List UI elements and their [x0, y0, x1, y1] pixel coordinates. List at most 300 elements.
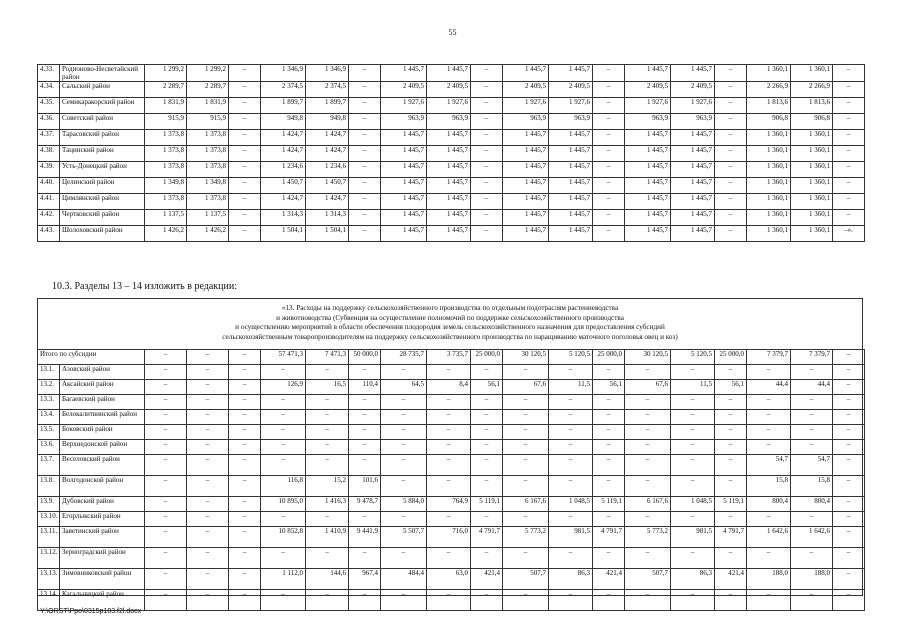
value-cell: –: [747, 365, 791, 380]
value-cell: 421,4: [593, 569, 625, 590]
value-cell: 25 000,0: [715, 350, 747, 365]
value-cell: 1 445,7: [625, 194, 671, 210]
value-cell: –: [261, 365, 306, 380]
value-cell: –: [715, 548, 747, 569]
value-cell: 949,8: [261, 114, 306, 130]
value-cell: –: [471, 365, 503, 380]
value-cell: 1 445,7: [625, 226, 671, 242]
value-cell: 915,9: [145, 114, 187, 130]
value-cell: –: [229, 146, 261, 162]
value-cell: 5 507,7: [381, 527, 427, 548]
value-cell: –: [503, 365, 549, 380]
value-cell: 1 445,7: [427, 162, 471, 178]
value-cell: 1 424,7: [261, 146, 306, 162]
value-cell: –: [503, 548, 549, 569]
value-cell: –: [261, 512, 306, 527]
value-cell: –: [349, 194, 381, 210]
row-number: 4.43.: [38, 226, 60, 242]
value-cell: 44,4: [791, 380, 833, 395]
value-cell: –: [833, 210, 865, 226]
value-cell: –: [229, 162, 261, 178]
value-cell: 2 409,5: [427, 82, 471, 98]
value-cell: –: [381, 455, 427, 476]
value-cell: –: [187, 380, 229, 395]
value-cell: –: [349, 130, 381, 146]
value-cell: –: [349, 162, 381, 178]
district-name: Егорлыкский район: [60, 512, 145, 527]
row-number: 4.39.: [38, 162, 60, 178]
value-cell: –: [306, 395, 349, 410]
row-number: 4.35.: [38, 98, 60, 114]
table-row: [38, 210, 865, 226]
value-cell: –: [791, 590, 833, 611]
value-cell: –: [187, 350, 229, 365]
value-cell: 1 424,7: [306, 146, 349, 162]
value-cell: –: [229, 569, 261, 590]
value-cell: 5 773,2: [625, 527, 671, 548]
value-cell: 1 314,3: [306, 210, 349, 226]
row-number: 13.3.: [38, 395, 60, 410]
value-cell: 56,1: [471, 380, 503, 395]
value-cell: 10 895,0: [261, 497, 306, 512]
value-cell: 1 445,7: [381, 194, 427, 210]
value-cell: –: [593, 162, 625, 178]
value-cell: 1 048,5: [549, 497, 593, 512]
value-cell: –: [187, 512, 229, 527]
value-cell: 1 927,6: [503, 98, 549, 114]
value-cell: 1 642,6: [791, 527, 833, 548]
value-cell: –: [229, 425, 261, 440]
value-cell: –: [261, 425, 306, 440]
value-cell: 1 445,7: [549, 178, 593, 194]
row-number: 4.42.: [38, 210, 60, 226]
value-cell: –: [833, 98, 865, 114]
value-cell: –: [715, 162, 747, 178]
value-cell: 7 379,7: [791, 350, 833, 365]
value-cell: 1 137,5: [145, 210, 187, 226]
value-cell: –: [471, 178, 503, 194]
value-cell: –: [625, 512, 671, 527]
district-name: Боковский район: [60, 425, 145, 440]
value-cell: 5 119,1: [471, 497, 503, 512]
value-cell: –: [833, 162, 865, 178]
value-cell: –: [791, 425, 833, 440]
row-number: 4.37.: [38, 130, 60, 146]
value-cell: –: [349, 146, 381, 162]
value-cell: 1 349,8: [187, 178, 229, 194]
value-cell: 1 445,7: [625, 65, 671, 82]
value-cell: 1 445,7: [503, 210, 549, 226]
value-cell: –: [349, 98, 381, 114]
value-cell: –: [625, 590, 671, 611]
value-cell: –: [471, 82, 503, 98]
value-cell: 5 119,1: [593, 497, 625, 512]
value-cell: 67,6: [625, 380, 671, 395]
table-row: [38, 569, 865, 590]
value-cell: 1 642,6: [747, 527, 791, 548]
district-name: Сальский район: [60, 82, 145, 98]
value-cell: 981,5: [671, 527, 715, 548]
value-cell: –: [715, 440, 747, 455]
value-cell: 11,5: [671, 380, 715, 395]
value-cell: –: [503, 512, 549, 527]
value-cell: 1 445,7: [625, 178, 671, 194]
value-cell: 25 000,0: [471, 350, 503, 365]
value-cell: 906,8: [747, 114, 791, 130]
value-cell: 1 373,8: [187, 194, 229, 210]
value-cell: 1 831,9: [187, 98, 229, 114]
value-cell: –: [791, 440, 833, 455]
value-cell: –: [549, 548, 593, 569]
value-cell: –: [833, 476, 865, 497]
value-cell: 1 927,6: [381, 98, 427, 114]
value-cell: 1 234,6: [306, 162, 349, 178]
value-cell: 1 373,8: [145, 146, 187, 162]
caption-line: сельскохозяйственным товаропроизводителям на поддержку сельскохозяйственного производства по наращиванию маточного поголовья овец и коз): [222, 332, 678, 341]
value-cell: –: [833, 425, 865, 440]
value-cell: 1 314,3: [261, 210, 306, 226]
value-cell: –: [145, 512, 187, 527]
value-cell: –: [593, 98, 625, 114]
value-cell: 8,4: [427, 380, 471, 395]
value-cell: 949,8: [306, 114, 349, 130]
value-cell: –: [145, 497, 187, 512]
value-cell: 9 441,9: [349, 527, 381, 548]
value-cell: –: [471, 395, 503, 410]
value-cell: 5 120,5: [549, 350, 593, 365]
table-row: [38, 178, 865, 194]
value-cell: –: [715, 82, 747, 98]
value-cell: –: [671, 425, 715, 440]
table-row: [38, 455, 865, 476]
value-cell: –: [593, 146, 625, 162]
row-number: 13.7.: [38, 455, 60, 476]
table-row: [38, 425, 865, 440]
row-number: 13.13.: [38, 569, 60, 590]
value-cell: –: [503, 440, 549, 455]
footer-file-path: Y:\ORST\Ppo\0315p183.f2l.docx: [40, 608, 142, 615]
value-cell: 1 445,7: [503, 130, 549, 146]
value-cell: 1 360,1: [791, 194, 833, 210]
value-cell: –: [715, 395, 747, 410]
value-cell: 1 445,7: [671, 194, 715, 210]
value-cell: –: [229, 410, 261, 425]
row-number: 4.41.: [38, 194, 60, 210]
value-cell: –: [471, 146, 503, 162]
value-cell: 1 927,6: [427, 98, 471, 114]
value-cell: 1 445,7: [549, 226, 593, 242]
value-cell: 2 409,5: [503, 82, 549, 98]
value-cell: –: [833, 527, 865, 548]
value-cell: –: [625, 455, 671, 476]
value-cell: –: [471, 440, 503, 455]
value-cell: –: [791, 512, 833, 527]
value-cell: –: [625, 395, 671, 410]
row-number: 13.11.: [38, 527, 60, 548]
value-cell: –: [747, 590, 791, 611]
value-cell: 3 735,7: [427, 350, 471, 365]
value-cell: 1 234,6: [261, 162, 306, 178]
value-cell: –: [229, 65, 261, 82]
value-cell: 963,9: [503, 114, 549, 130]
value-cell: –: [833, 410, 865, 425]
value-cell: 1 813,6: [747, 98, 791, 114]
value-cell: 1 360,1: [791, 178, 833, 194]
value-cell: –: [381, 440, 427, 455]
value-cell: –: [187, 410, 229, 425]
value-cell: 64,5: [381, 380, 427, 395]
value-cell: –: [833, 395, 865, 410]
value-cell: –: [145, 410, 187, 425]
table-row: [38, 497, 865, 512]
value-cell: –: [229, 395, 261, 410]
district-name: Веселовский район: [60, 455, 145, 476]
table-sheep-goat-subsidies: [37, 349, 865, 611]
value-cell: –: [671, 455, 715, 476]
table-row: [38, 114, 865, 130]
value-cell: 1 445,7: [503, 226, 549, 242]
value-cell: 1 360,1: [747, 194, 791, 210]
value-cell: 16,5: [306, 380, 349, 395]
value-cell: 1 445,7: [381, 65, 427, 82]
value-cell: –: [145, 569, 187, 590]
value-cell: 1 299,2: [187, 65, 229, 82]
value-cell: 1 373,8: [187, 162, 229, 178]
value-cell: –: [145, 380, 187, 395]
value-cell: –: [715, 194, 747, 210]
value-cell: –: [549, 512, 593, 527]
value-cell: –: [145, 455, 187, 476]
value-cell: –: [747, 512, 791, 527]
district-name: Белокалитвинский район: [60, 410, 145, 425]
value-cell: 1 445,7: [671, 65, 715, 82]
value-cell: –: [715, 476, 747, 497]
value-cell: –: [229, 548, 261, 569]
value-cell: 967,4: [349, 569, 381, 590]
value-cell: –: [229, 194, 261, 210]
value-cell: –: [349, 425, 381, 440]
value-cell: 1 299,2: [145, 65, 187, 82]
value-cell: –: [349, 590, 381, 611]
value-cell: 1 445,7: [427, 226, 471, 242]
total-label: Итого по субсидии: [38, 350, 145, 365]
value-cell: 1 899,7: [261, 98, 306, 114]
value-cell: 6 167,6: [625, 497, 671, 512]
value-cell: –: [671, 365, 715, 380]
value-cell: 963,9: [381, 114, 427, 130]
value-cell: –: [671, 410, 715, 425]
value-cell: –: [229, 210, 261, 226]
value-cell: –: [229, 365, 261, 380]
value-cell: 1 445,7: [381, 162, 427, 178]
value-cell: –: [306, 590, 349, 611]
value-cell: –: [229, 98, 261, 114]
value-cell: –: [503, 476, 549, 497]
value-cell: –: [229, 130, 261, 146]
value-cell: 1 445,7: [381, 210, 427, 226]
value-cell: –».: [833, 226, 865, 242]
value-cell: –: [715, 512, 747, 527]
value-cell: 1 445,7: [427, 146, 471, 162]
value-cell: 507,7: [503, 569, 549, 590]
row-number: 13.14.: [38, 590, 60, 611]
value-cell: 963,9: [671, 114, 715, 130]
value-cell: –: [833, 130, 865, 146]
value-cell: –: [833, 178, 865, 194]
value-cell: –: [471, 512, 503, 527]
row-number: 4.36.: [38, 114, 60, 130]
caption-line: и осуществлению мероприятий в области обеспечения плодородия земель сельскохозяйственного назначения для предоставления субсидий: [235, 323, 665, 331]
value-cell: 963,9: [549, 114, 593, 130]
table-row: [38, 548, 865, 569]
value-cell: –: [427, 425, 471, 440]
caption-line: и животноводства (Субвенция на осуществление полномочий по поддержке сельскохозяйственного производства: [276, 313, 624, 322]
value-cell: –: [306, 425, 349, 440]
table-row: [38, 146, 865, 162]
value-cell: –: [145, 590, 187, 611]
value-cell: –: [833, 590, 865, 611]
value-cell: 2 409,5: [549, 82, 593, 98]
value-cell: –: [549, 410, 593, 425]
value-cell: 963,9: [427, 114, 471, 130]
value-cell: –: [503, 425, 549, 440]
table-caption: [40, 304, 860, 342]
value-cell: –: [503, 590, 549, 611]
value-cell: 1 445,7: [625, 210, 671, 226]
value-cell: –: [381, 590, 427, 611]
value-cell: –: [381, 365, 427, 380]
value-cell: –: [229, 455, 261, 476]
value-cell: –: [229, 590, 261, 611]
value-cell: 9 478,7: [349, 497, 381, 512]
value-cell: –: [715, 365, 747, 380]
value-cell: 63,0: [427, 569, 471, 590]
value-cell: –: [229, 178, 261, 194]
table-row: [38, 590, 865, 611]
value-cell: –: [349, 65, 381, 82]
table-district-subsidies-part1: [37, 64, 865, 242]
value-cell: –: [187, 455, 229, 476]
value-cell: 1 346,9: [306, 65, 349, 82]
value-cell: –: [471, 410, 503, 425]
value-cell: –: [187, 497, 229, 512]
value-cell: –: [671, 512, 715, 527]
value-cell: 1 360,1: [791, 146, 833, 162]
value-cell: –: [833, 146, 865, 162]
value-cell: 1 445,7: [625, 162, 671, 178]
value-cell: –: [187, 395, 229, 410]
value-cell: 1 360,1: [747, 65, 791, 82]
value-cell: –: [671, 395, 715, 410]
value-cell: –: [549, 590, 593, 611]
value-cell: –: [229, 527, 261, 548]
value-cell: –: [833, 569, 865, 590]
value-cell: –: [833, 548, 865, 569]
value-cell: 1 450,7: [261, 178, 306, 194]
value-cell: –: [381, 512, 427, 527]
value-cell: –: [229, 350, 261, 365]
value-cell: –: [833, 194, 865, 210]
value-cell: 1 360,1: [791, 130, 833, 146]
district-name: Родионово-Несветайский район: [60, 65, 145, 82]
value-cell: 716,0: [427, 527, 471, 548]
value-cell: –: [471, 114, 503, 130]
value-cell: 1 426,2: [145, 226, 187, 242]
value-cell: 1 445,7: [671, 226, 715, 242]
value-cell: –: [549, 425, 593, 440]
value-cell: –: [261, 440, 306, 455]
district-name: Азовский район: [60, 365, 145, 380]
value-cell: 1 445,7: [549, 210, 593, 226]
value-cell: 1 445,7: [503, 146, 549, 162]
value-cell: 1 445,7: [381, 226, 427, 242]
value-cell: 30 120,5: [625, 350, 671, 365]
value-cell: –: [593, 395, 625, 410]
value-cell: –: [715, 98, 747, 114]
value-cell: 1 899,7: [306, 98, 349, 114]
value-cell: –: [747, 395, 791, 410]
value-cell: –: [833, 440, 865, 455]
value-cell: 1 360,1: [747, 178, 791, 194]
value-cell: 1 360,1: [791, 226, 833, 242]
value-cell: 1 424,7: [261, 130, 306, 146]
table-row: [38, 476, 865, 497]
value-cell: 1 504,1: [306, 226, 349, 242]
value-cell: 1 445,7: [427, 130, 471, 146]
value-cell: 1 346,9: [261, 65, 306, 82]
value-cell: –: [381, 410, 427, 425]
value-cell: 2 374,5: [306, 82, 349, 98]
value-cell: 484,4: [381, 569, 427, 590]
value-cell: –: [471, 476, 503, 497]
value-cell: –: [187, 527, 229, 548]
value-cell: –: [593, 82, 625, 98]
row-number: 13.8.: [38, 476, 60, 497]
value-cell: 1 445,7: [427, 178, 471, 194]
value-cell: 915,9: [187, 114, 229, 130]
row-number: 13.12.: [38, 548, 60, 569]
table-row: [38, 365, 865, 380]
value-cell: –: [791, 410, 833, 425]
value-cell: 116,8: [261, 476, 306, 497]
value-cell: 1 445,7: [503, 194, 549, 210]
value-cell: 1 112,0: [261, 569, 306, 590]
value-cell: 15,2: [306, 476, 349, 497]
value-cell: –: [833, 114, 865, 130]
value-cell: –: [833, 380, 865, 395]
value-cell: –: [671, 440, 715, 455]
value-cell: 1 445,7: [671, 130, 715, 146]
value-cell: 1 445,7: [549, 146, 593, 162]
value-cell: –: [349, 455, 381, 476]
value-cell: –: [229, 512, 261, 527]
row-number: 13.1.: [38, 365, 60, 380]
value-cell: –: [715, 455, 747, 476]
value-cell: 2 289,7: [145, 82, 187, 98]
value-cell: –: [593, 210, 625, 226]
value-cell: –: [593, 476, 625, 497]
value-cell: 1 813,6: [791, 98, 833, 114]
value-cell: –: [671, 590, 715, 611]
value-cell: 1 360,1: [791, 210, 833, 226]
value-cell: –: [471, 130, 503, 146]
value-cell: –: [427, 590, 471, 611]
value-cell: 1 137,5: [187, 210, 229, 226]
value-cell: –: [229, 114, 261, 130]
value-cell: –: [593, 65, 625, 82]
value-cell: –: [187, 569, 229, 590]
value-cell: 1 445,7: [671, 178, 715, 194]
